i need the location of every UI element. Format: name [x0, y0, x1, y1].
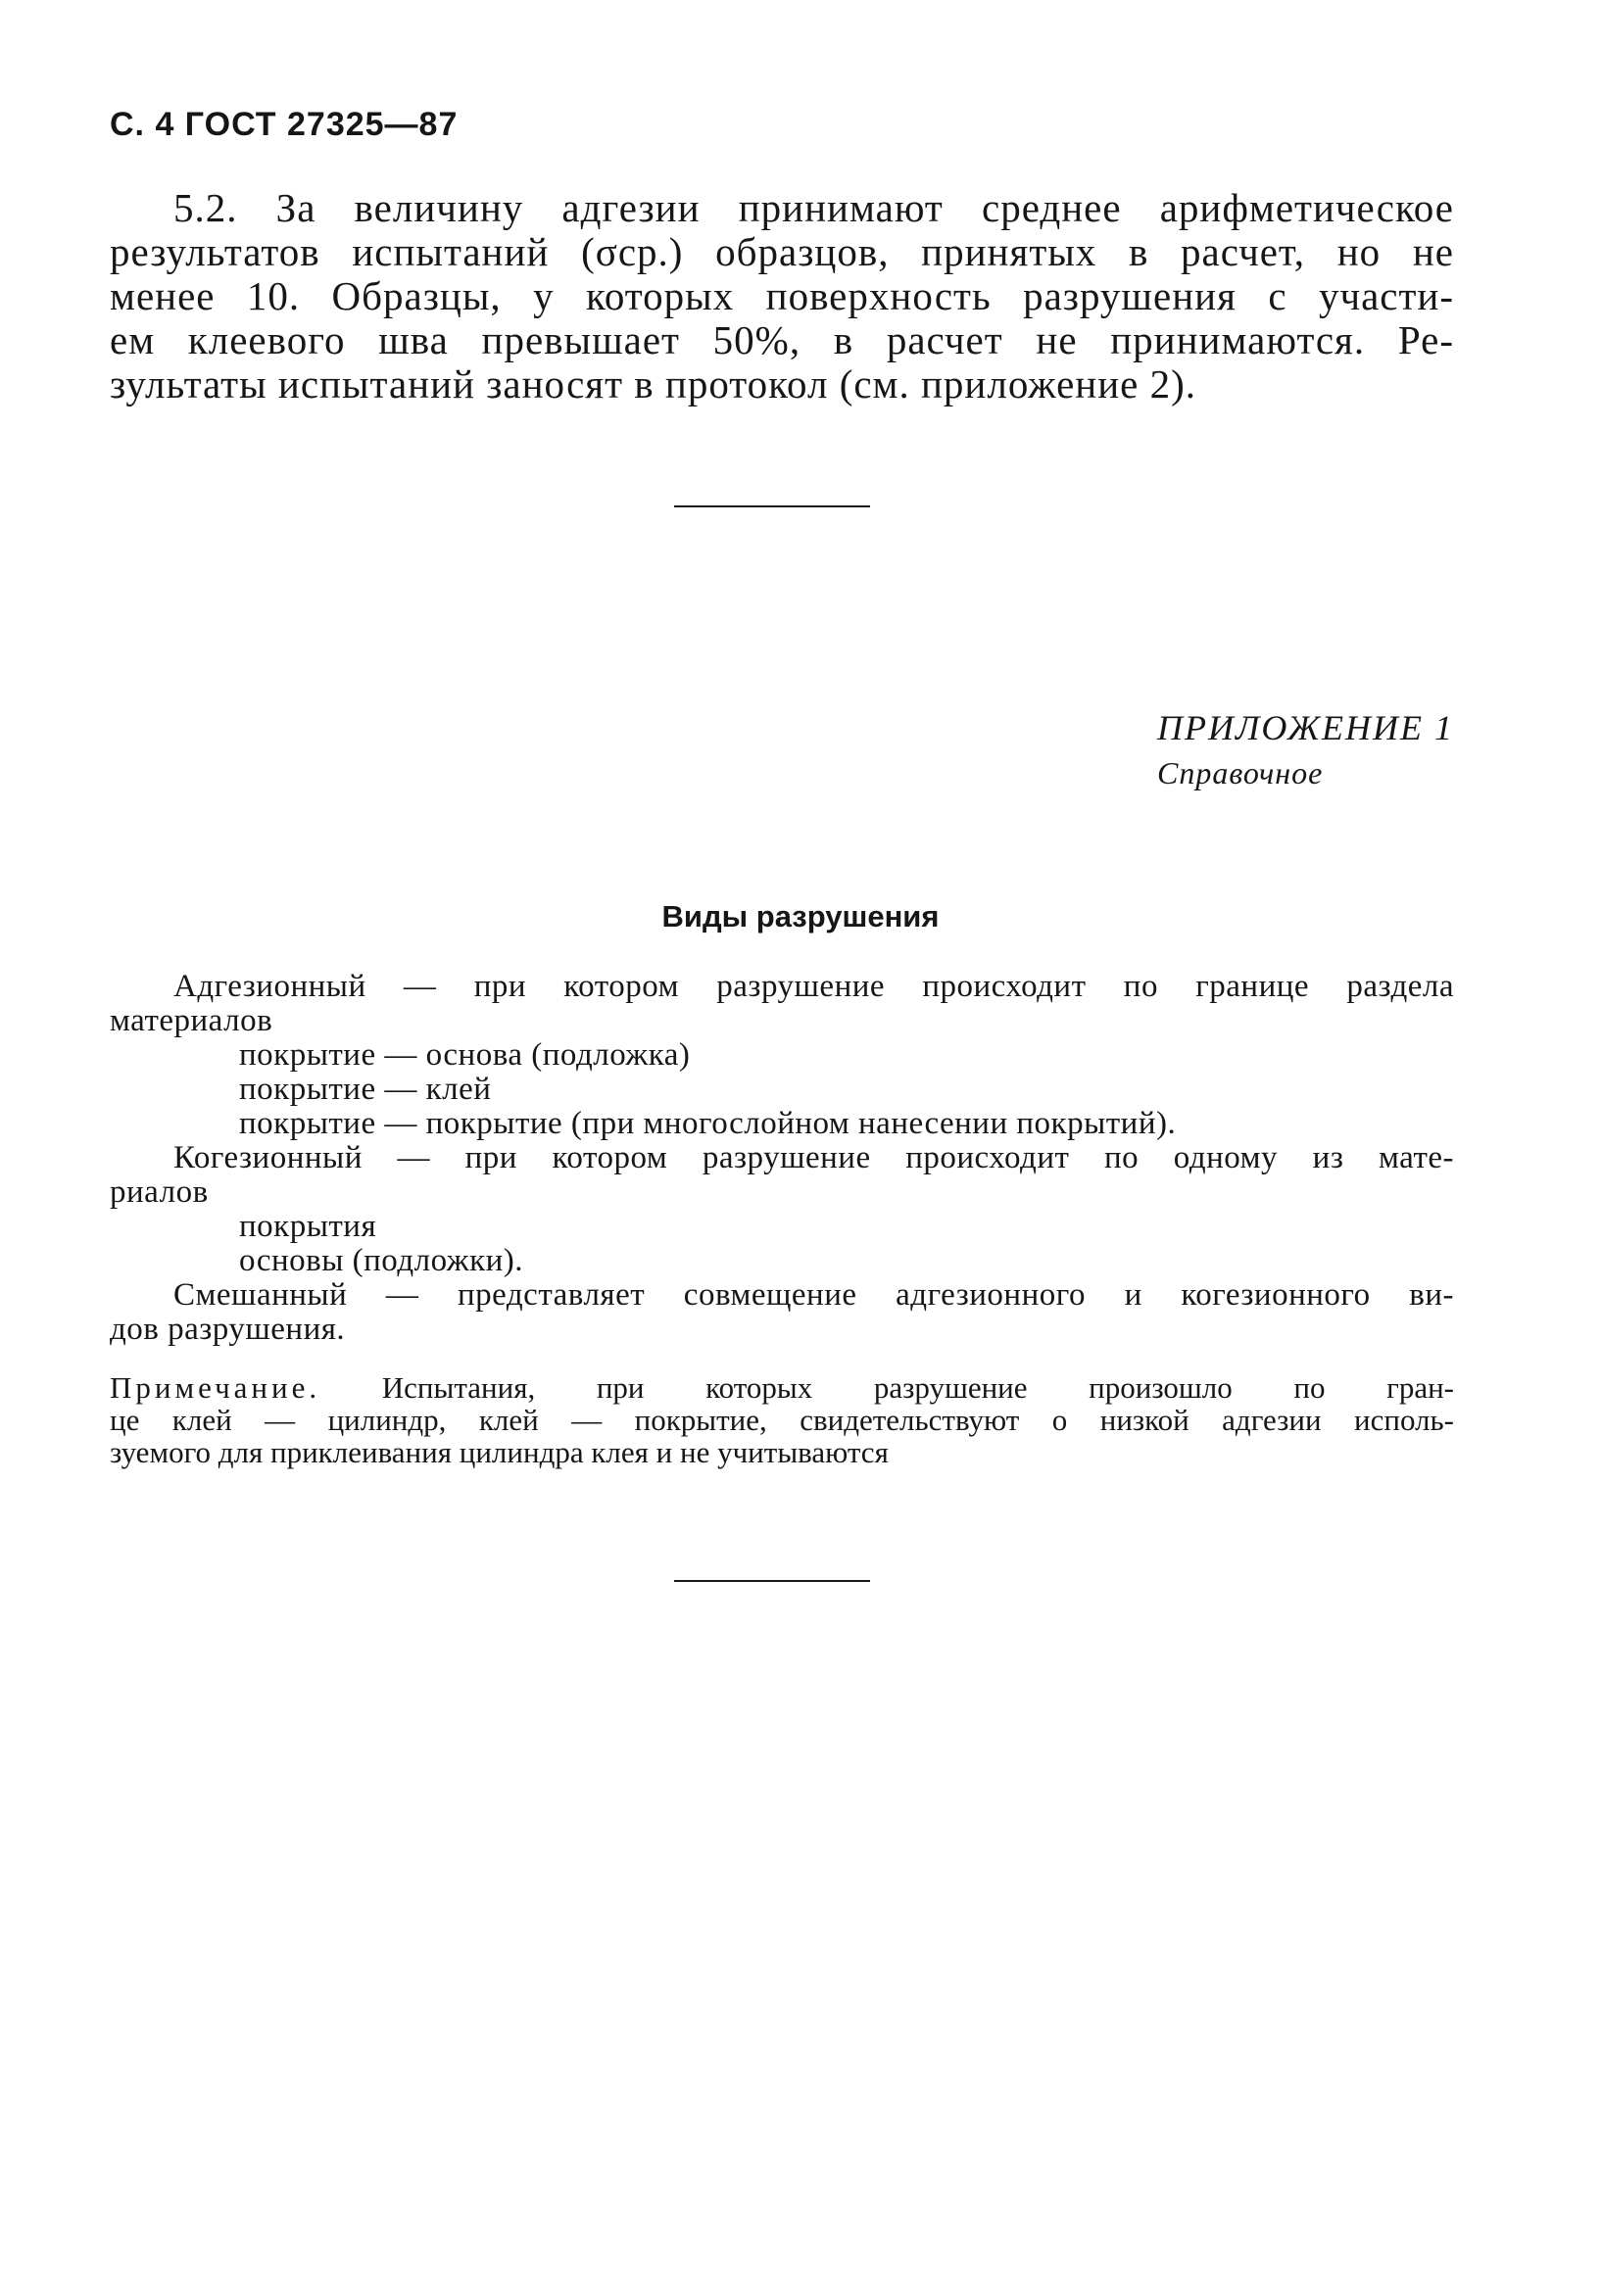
section-title: Виды разрушения	[661, 899, 940, 933]
paragraph-line: результатов испытаний (σср.) образцов, принятых в расчет, но не	[110, 229, 1454, 274]
paragraph-line: ем клеевого шва превышает 50%, в расчет не принимаются. Ре-	[110, 317, 1454, 362]
note-line: зуемого для приклеивания цилиндра клея и не учитываются	[110, 1435, 889, 1469]
page-header: С. 4 ГОСТ 27325—87	[110, 106, 459, 143]
list-line: покрытие — клей	[239, 1072, 492, 1107]
list-line: основы (подложки).	[239, 1243, 523, 1278]
list-line: покрытия	[239, 1209, 377, 1244]
list-line: Когезионный — при котором разрушение происходит по одному из мате-	[173, 1140, 1454, 1175]
list-line: Смешанный — представляет совмещение адгезионного и когезионного ви-	[173, 1277, 1454, 1313]
appendix-title: ПРИЛОЖЕНИЕ 1	[1157, 708, 1454, 747]
section-divider	[674, 505, 870, 507]
list-line: покрытие — основа (подложка)	[239, 1037, 691, 1073]
failure-types-list	[110, 970, 1454, 1347]
paragraph-line: менее 10. Образцы, у которых поверхность разрушения с участи-	[110, 273, 1454, 318]
list-line: дов разрушения.	[110, 1312, 346, 1347]
appendix-subtitle: Справочное	[1157, 755, 1324, 790]
paragraph-line: зультаты испытаний заносят в протокол (см. приложение 2).	[110, 361, 1197, 407]
list-line: покрытие — покрытие (при многослойном нанесении покрытий).	[239, 1106, 1177, 1141]
list-line: риалов	[110, 1174, 209, 1210]
list-line: Адгезионный — при котором разрушение происходит по границе раздела	[173, 969, 1454, 1004]
note-text: Испытания, при которых разрушение произошло по гран-	[381, 1370, 1454, 1405]
section-divider	[674, 1580, 870, 1582]
paragraph-line: 5.2. За величину адгезии принимают среднее арифметическое	[173, 185, 1454, 230]
note-label: Примечание.	[110, 1370, 321, 1405]
note-line	[110, 1371, 1454, 1404]
section-5-2-paragraph	[110, 186, 1454, 407]
list-line: материалов	[110, 1003, 273, 1038]
note-line: це клей — цилиндр, клей — покрытие, свидетельствуют о низкой адгезии исполь-	[110, 1403, 1454, 1437]
appendix-heading	[1157, 705, 1454, 795]
note-paragraph	[110, 1371, 1454, 1468]
